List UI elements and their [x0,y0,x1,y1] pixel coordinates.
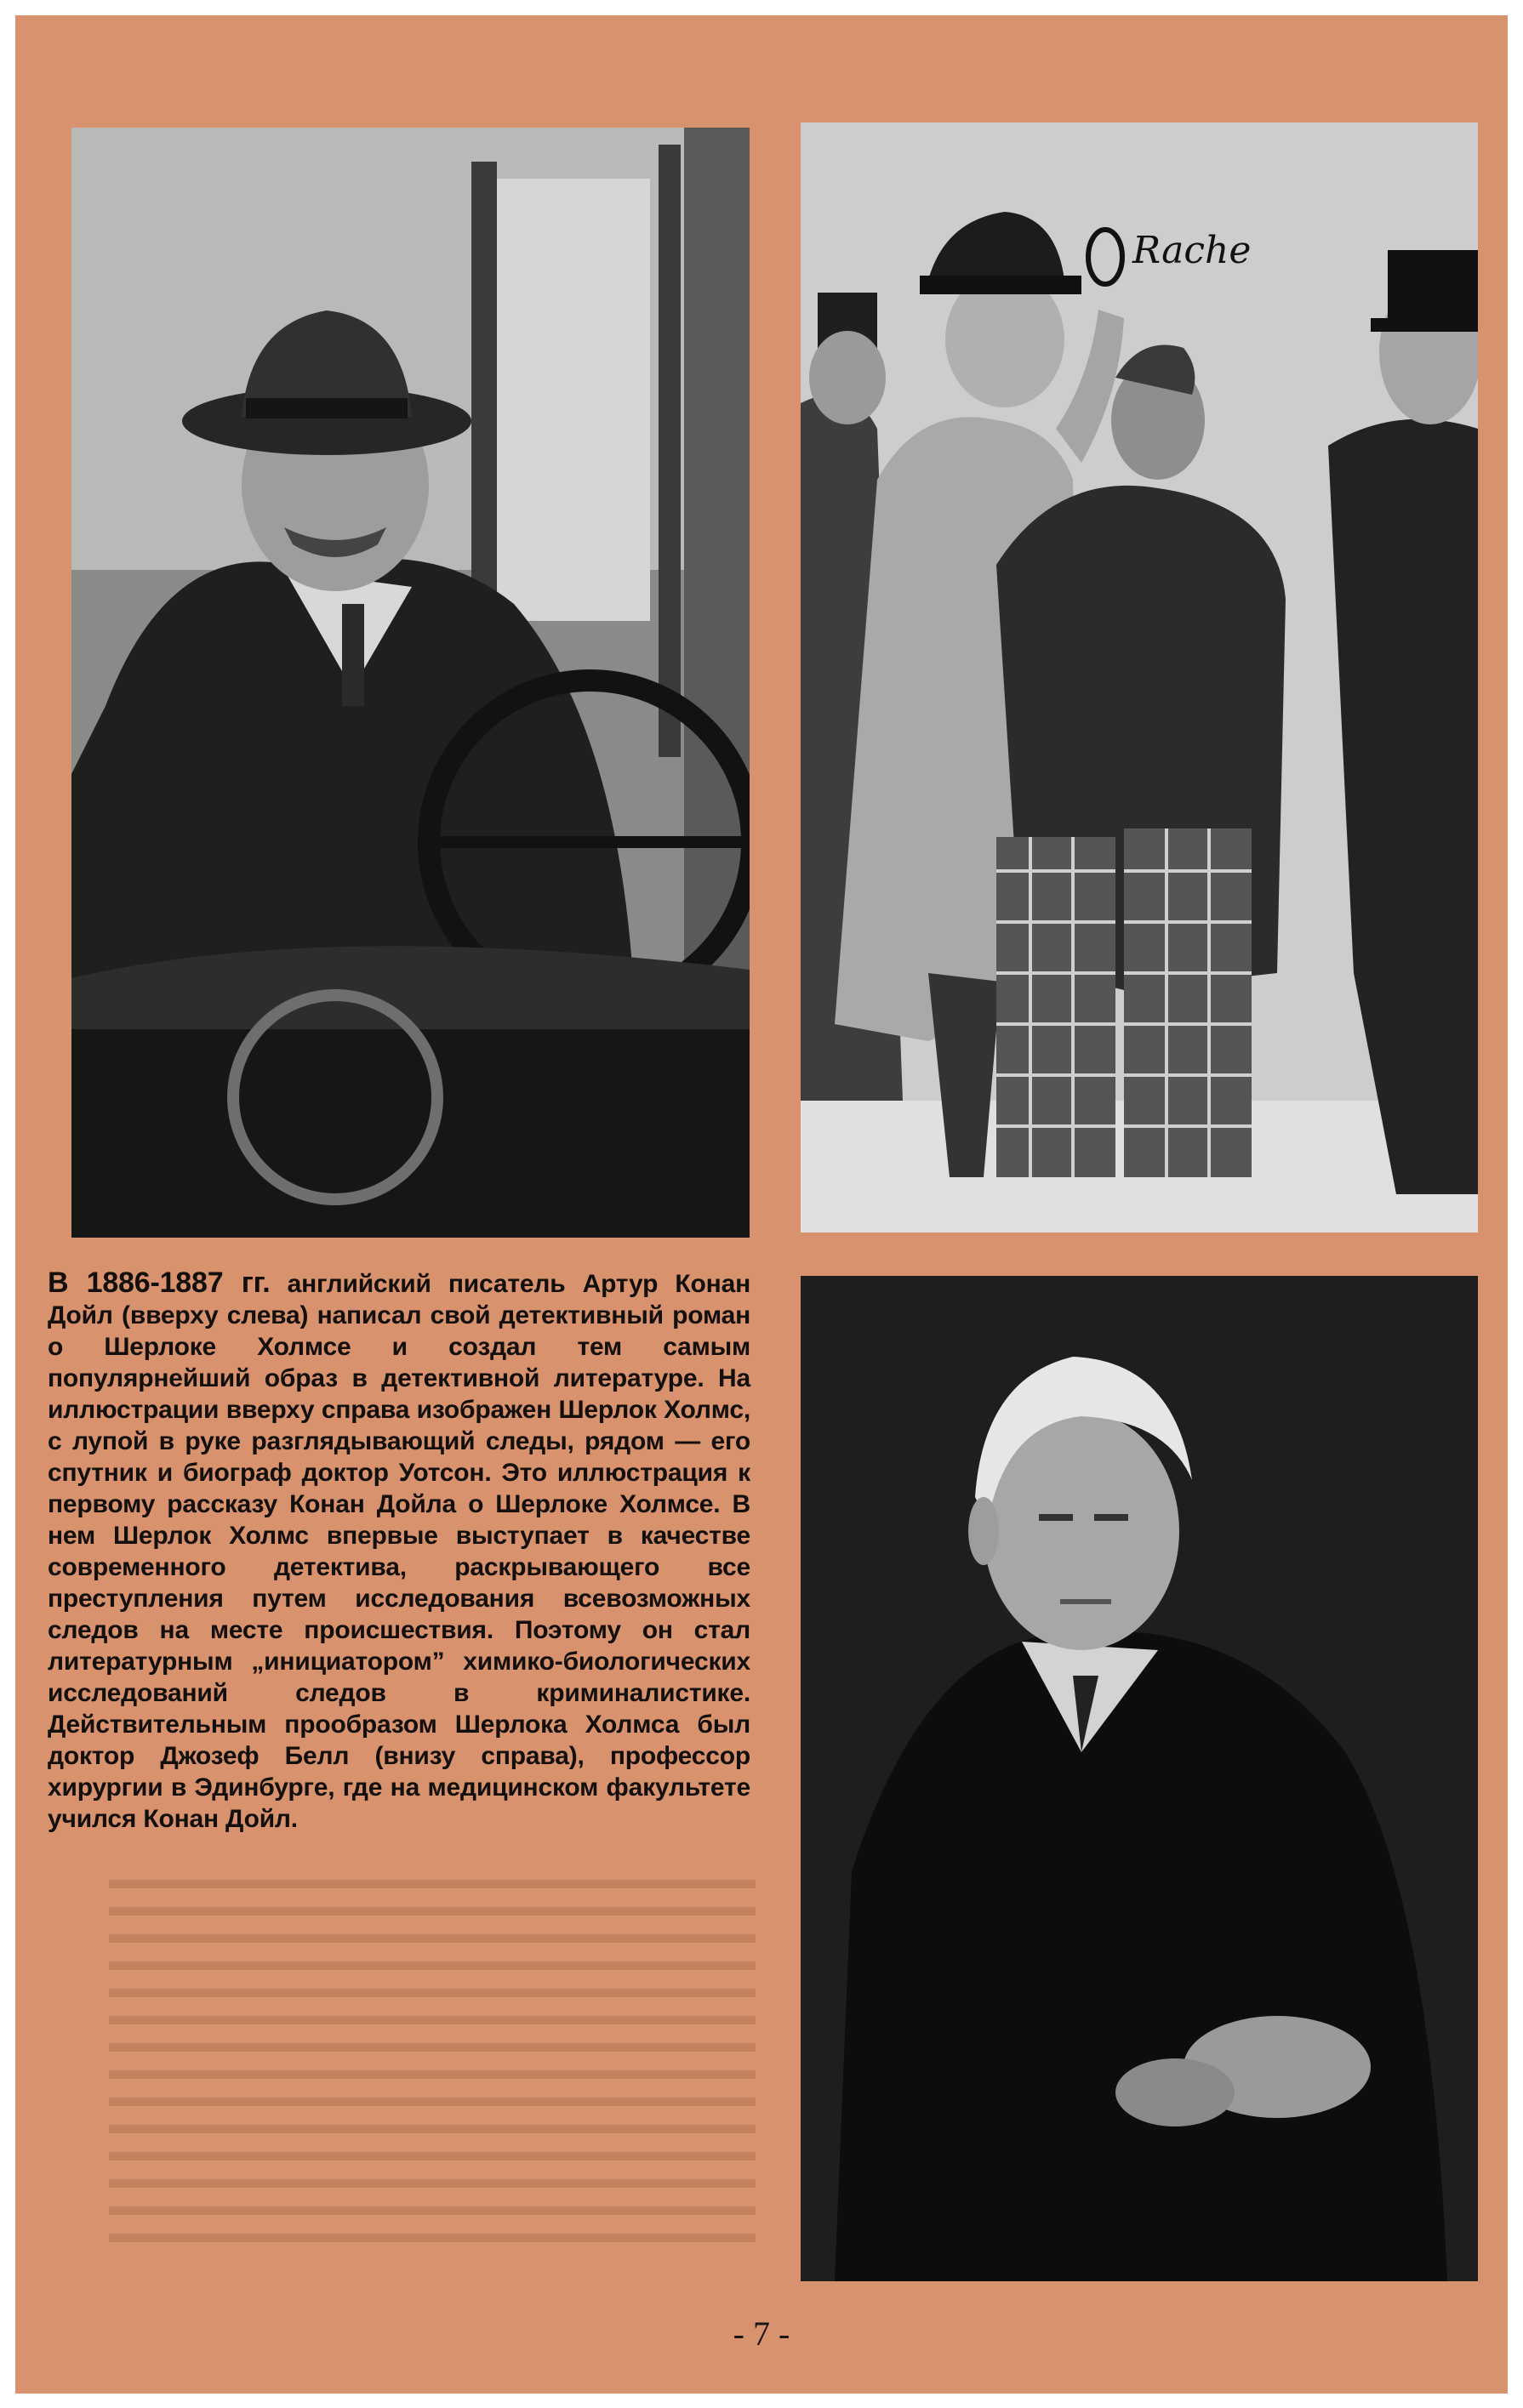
caption-body: английский писатель Артур Конан Дойл (вверху слева) написал свой детективный роман о Шерлоке Холмсе и создал тем самым популярнейший образ в детективной литературе. На иллюстрации вверху справа изображен Шерлок Холмс, с лупой в руке разглядывающий следы, рядом — его спутник и биограф доктор Уотсон. Это иллюстрация к первому рассказу Конан Дойла о Шерлоке Холмсе. В нем Шерлок Холмс впервые выступает в качестве современного детектива, раскрывающего все преступления путем исследования всевозможных следов на месте происшествия. Поэтому он стал литературным „инициатором” химико-биологических исследований следов в криминалистике. Действительным прообразом Шерлока Холмса был доктор Джозеф Белл (внизу справа), профессор хирургии в Эдинбурге, где на медицинском факультете учился Конан Дойл. [48,1270,750,1833]
show-through-lines [109,1861,756,2286]
photo-joseph-bell [801,1276,1478,2281]
book-page [15,15,1508,2394]
illustration-holmes-with-magnifier [801,122,1478,1232]
caption-lead: В 1886-1887 гг. [48,1267,271,1299]
wall-text-rache: Rache [1132,229,1252,272]
caption-text [48,1267,750,1835]
photo-conan-doyle [71,128,750,1238]
page-number: - 7 - [733,2314,790,2353]
